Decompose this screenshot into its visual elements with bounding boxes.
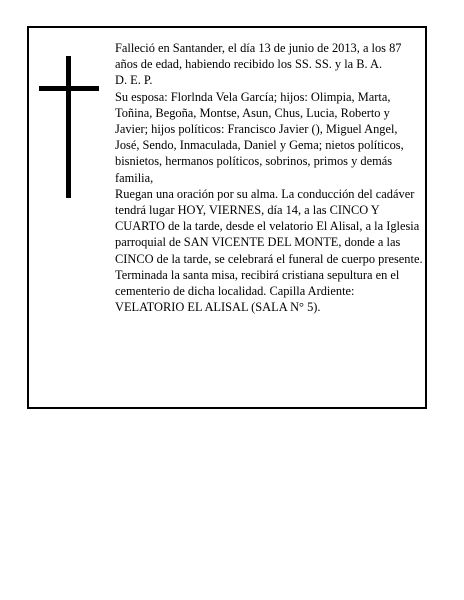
cross-horizontal-bar — [39, 86, 99, 91]
rest-in-peace: D. E. P. — [115, 73, 153, 88]
cross-icon — [39, 56, 99, 198]
cross-vertical-bar — [66, 56, 71, 198]
death-announcement: Falleció en Santander, el día 13 de junio de 2013, a los 87 años de edad, habiendo recibido los SS. SS. y la B. A. — [115, 41, 402, 72]
family-list: Su esposa: Florlnda Vela García; hijos: Olimpia, Marta, Toñina, Begoña, Montse, Asun, Chus, Lucia, Roberto y Javier; hijos políticos: Francisco Javier (), Miguel Angel, José, Sendo, Inmaculada, Daniel y Gema; nietos políticos, bisnietos, hermanos políticos, sobrinos, primos y demás familia, — [115, 89, 404, 185]
obituary-text — [115, 40, 423, 315]
obituary-notice — [27, 26, 427, 409]
funeral-details: Ruegan una oración por su alma. La conducción del cadáver tendrá lugar HOY, VIERNES, día 14, a las CINCO Y CUARTO de la tarde, desde el velatorio El Alisal, a la Iglesia parroquial de SAN VICENTE DEL MONTE, donde a las CINCO de la tarde, se celebrará el funeral de cuerpo presente. Terminada la santa misa, recibirá cristiana sepultura en el cementerio de dicha localidad. Capilla Ardiente: VELATORIO EL ALISAL (SALA N° 5). — [115, 186, 423, 315]
